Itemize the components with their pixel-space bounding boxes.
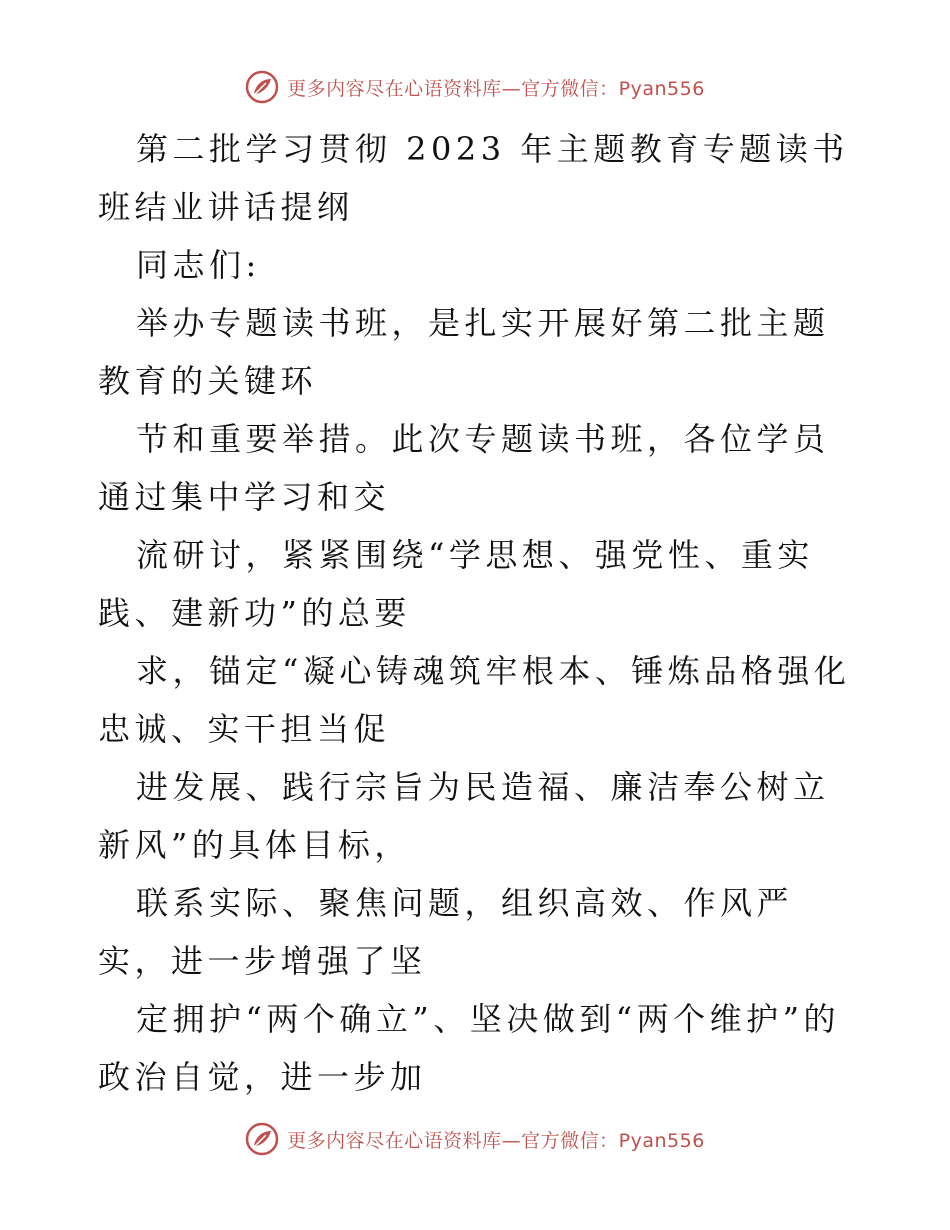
paragraph: 进发展、践行宗旨为民造福、廉洁奉公树立新风”的具体目标，	[98, 768, 830, 864]
document-title: 第二批学习贯彻 2023 年主题教育专题读书班结业讲话提纲	[98, 130, 849, 226]
watermark-text: 更多内容尽在心语资料库—官方微信：Pyan556	[287, 77, 705, 100]
paragraph: 举办专题读书班，是扎实开展好第二批主题教育的关键环	[98, 304, 830, 400]
page-footer-watermark	[0, 1122, 950, 1156]
page-header-watermark	[0, 70, 950, 104]
paragraph: 定拥护“两个确立”、坚决做到“两个维护”的政治自觉，进一步加	[98, 1000, 840, 1096]
paragraph: 求，锚定“凝心铸魂筑牢根本、锤炼品格强化忠诚、实干担当促	[98, 652, 851, 748]
salutation: 同志们:	[136, 246, 261, 284]
paragraph: 流研讨，紧紧围绕“学思想、强党性、重实践、建新功”的总要	[98, 536, 814, 632]
leaf-seal-icon	[245, 1122, 279, 1156]
paragraph: 节和重要举措。此次专题读书班，各位学员通过集中学习和交	[98, 420, 830, 516]
document-body	[98, 120, 858, 1106]
leaf-seal-icon	[245, 70, 279, 104]
paragraph: 联系实际、聚焦问题，组织高效、作风严实，进一步增强了坚	[98, 884, 794, 980]
watermark-text: 更多内容尽在心语资料库—官方微信：Pyan556	[287, 1129, 705, 1152]
